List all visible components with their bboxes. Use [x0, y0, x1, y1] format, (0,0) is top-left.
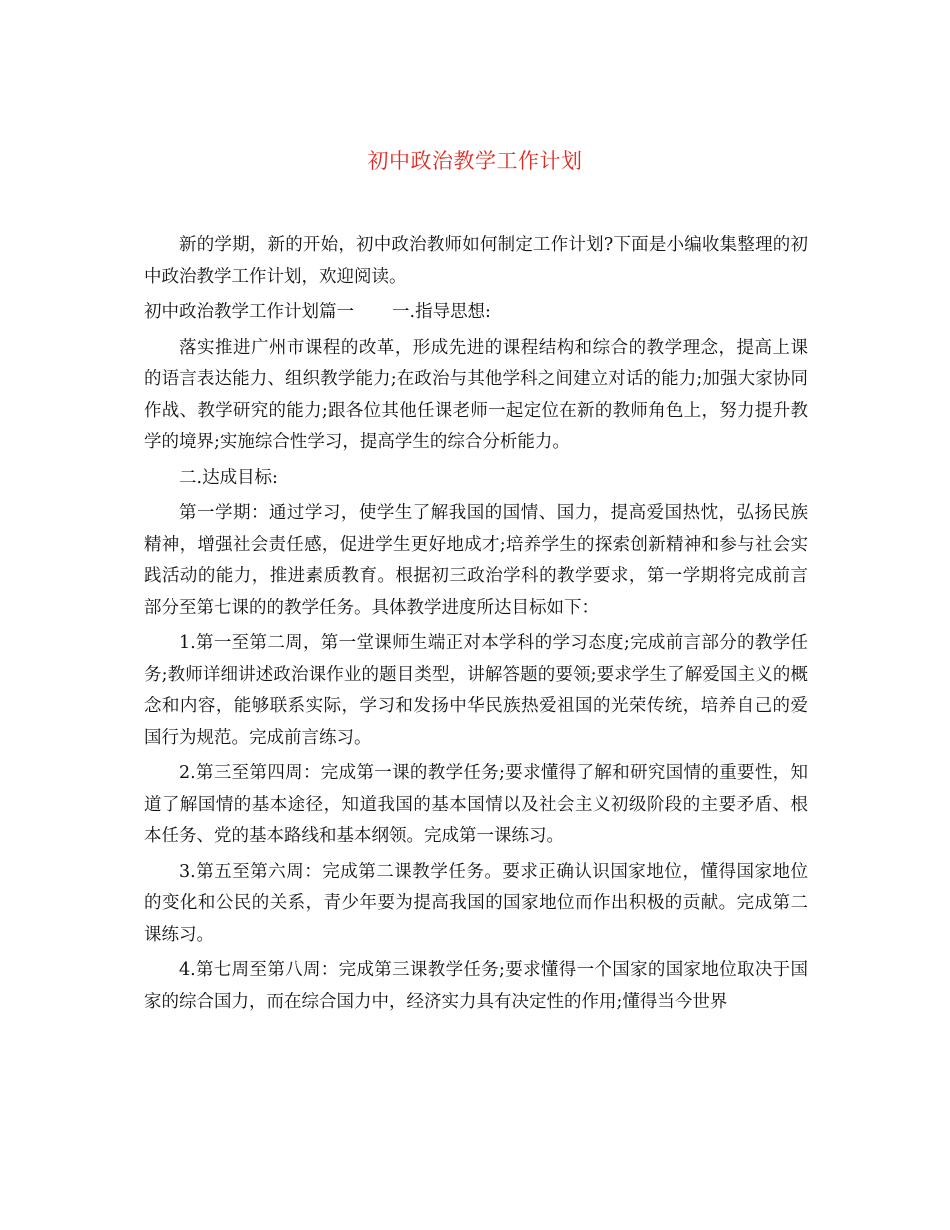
paragraph-guiding-ideology: 落实推进广州市课程的改革，形成先进的课程结构和综合的教学理念，提高上课的语言表达能力、组织教学能力;在政治与其他学科之间建立对话的能力;加强大家协同作战、教学研究的能力;跟各位其他任课老师一起定位在新的教师角色上，努力提升教学的境界;实施综合性学习，提高学生的综合分析能力。 — [144, 337, 808, 452]
section-label: 初中政治教学工作计划篇一 — [144, 302, 354, 322]
list-item-4: 4.第七周至第八周：完成第三课教学任务;要求懂得一个国家的国家地位取决于国家的综合国力，而在综合国力中，经济实力具有决定性的作用;懂得当今世界 — [144, 960, 808, 1012]
document-title: 初中政治教学工作计划 — [367, 149, 583, 173]
list-item-3: 3.第五至第六周：完成第二课教学任务。要求正确认识国家地位，懂得国家地位的变化和公民的关系，青少年要为提高我国的国家地位而作出积极的贡献。完成第二课练习。 — [144, 861, 808, 945]
intro-paragraph: 新的学期，新的开始，初中政治教师如何制定工作计划?下面是小编收集整理的初中政治教学工作计划，欢迎阅读。 — [144, 235, 808, 287]
paragraph-first-semester: 第一学期：通过学习，使学生了解我国的国情、国力，提高爱国热忱，弘扬民族精神，增强社会责任感，促进学生更好地成才;培养学生的探索创新精神和参与社会实践活动的能力，推进素质教育。根据初三政治学科的教学要求，第一学期将完成前言部分至第七课的的教学任务。具体教学进度所达目标如下： — [144, 503, 808, 618]
list-item-2: 2.第三至第四周：完成第一课的教学任务;要求懂得了解和研究国情的重要性，知道了解国情的基本途径，知道我国的基本国情以及社会主义初级阶段的主要矛盾、根本任务、党的基本路线和基本纲领。完成第一课练习。 — [144, 763, 808, 846]
list-item-1: 1.第一至第二周，第一堂课师生端正对本学科的学习态度;完成前言部分的教学任务;教师详细讲述政治课作业的题目类型，讲解答题的要领;要求学生了解爱国主义的概念和内容，能够联系实际，学习和发扬中华民族热爱祖国的光荣传统，培养自己的爱国行为规范。完成前言练习。 — [144, 633, 808, 748]
section-line — [144, 297, 808, 329]
heading-guiding-ideology: 一.指导思想: — [392, 302, 491, 322]
document-body — [144, 230, 808, 1022]
heading-goals: 二.达成目标: — [179, 467, 278, 488]
